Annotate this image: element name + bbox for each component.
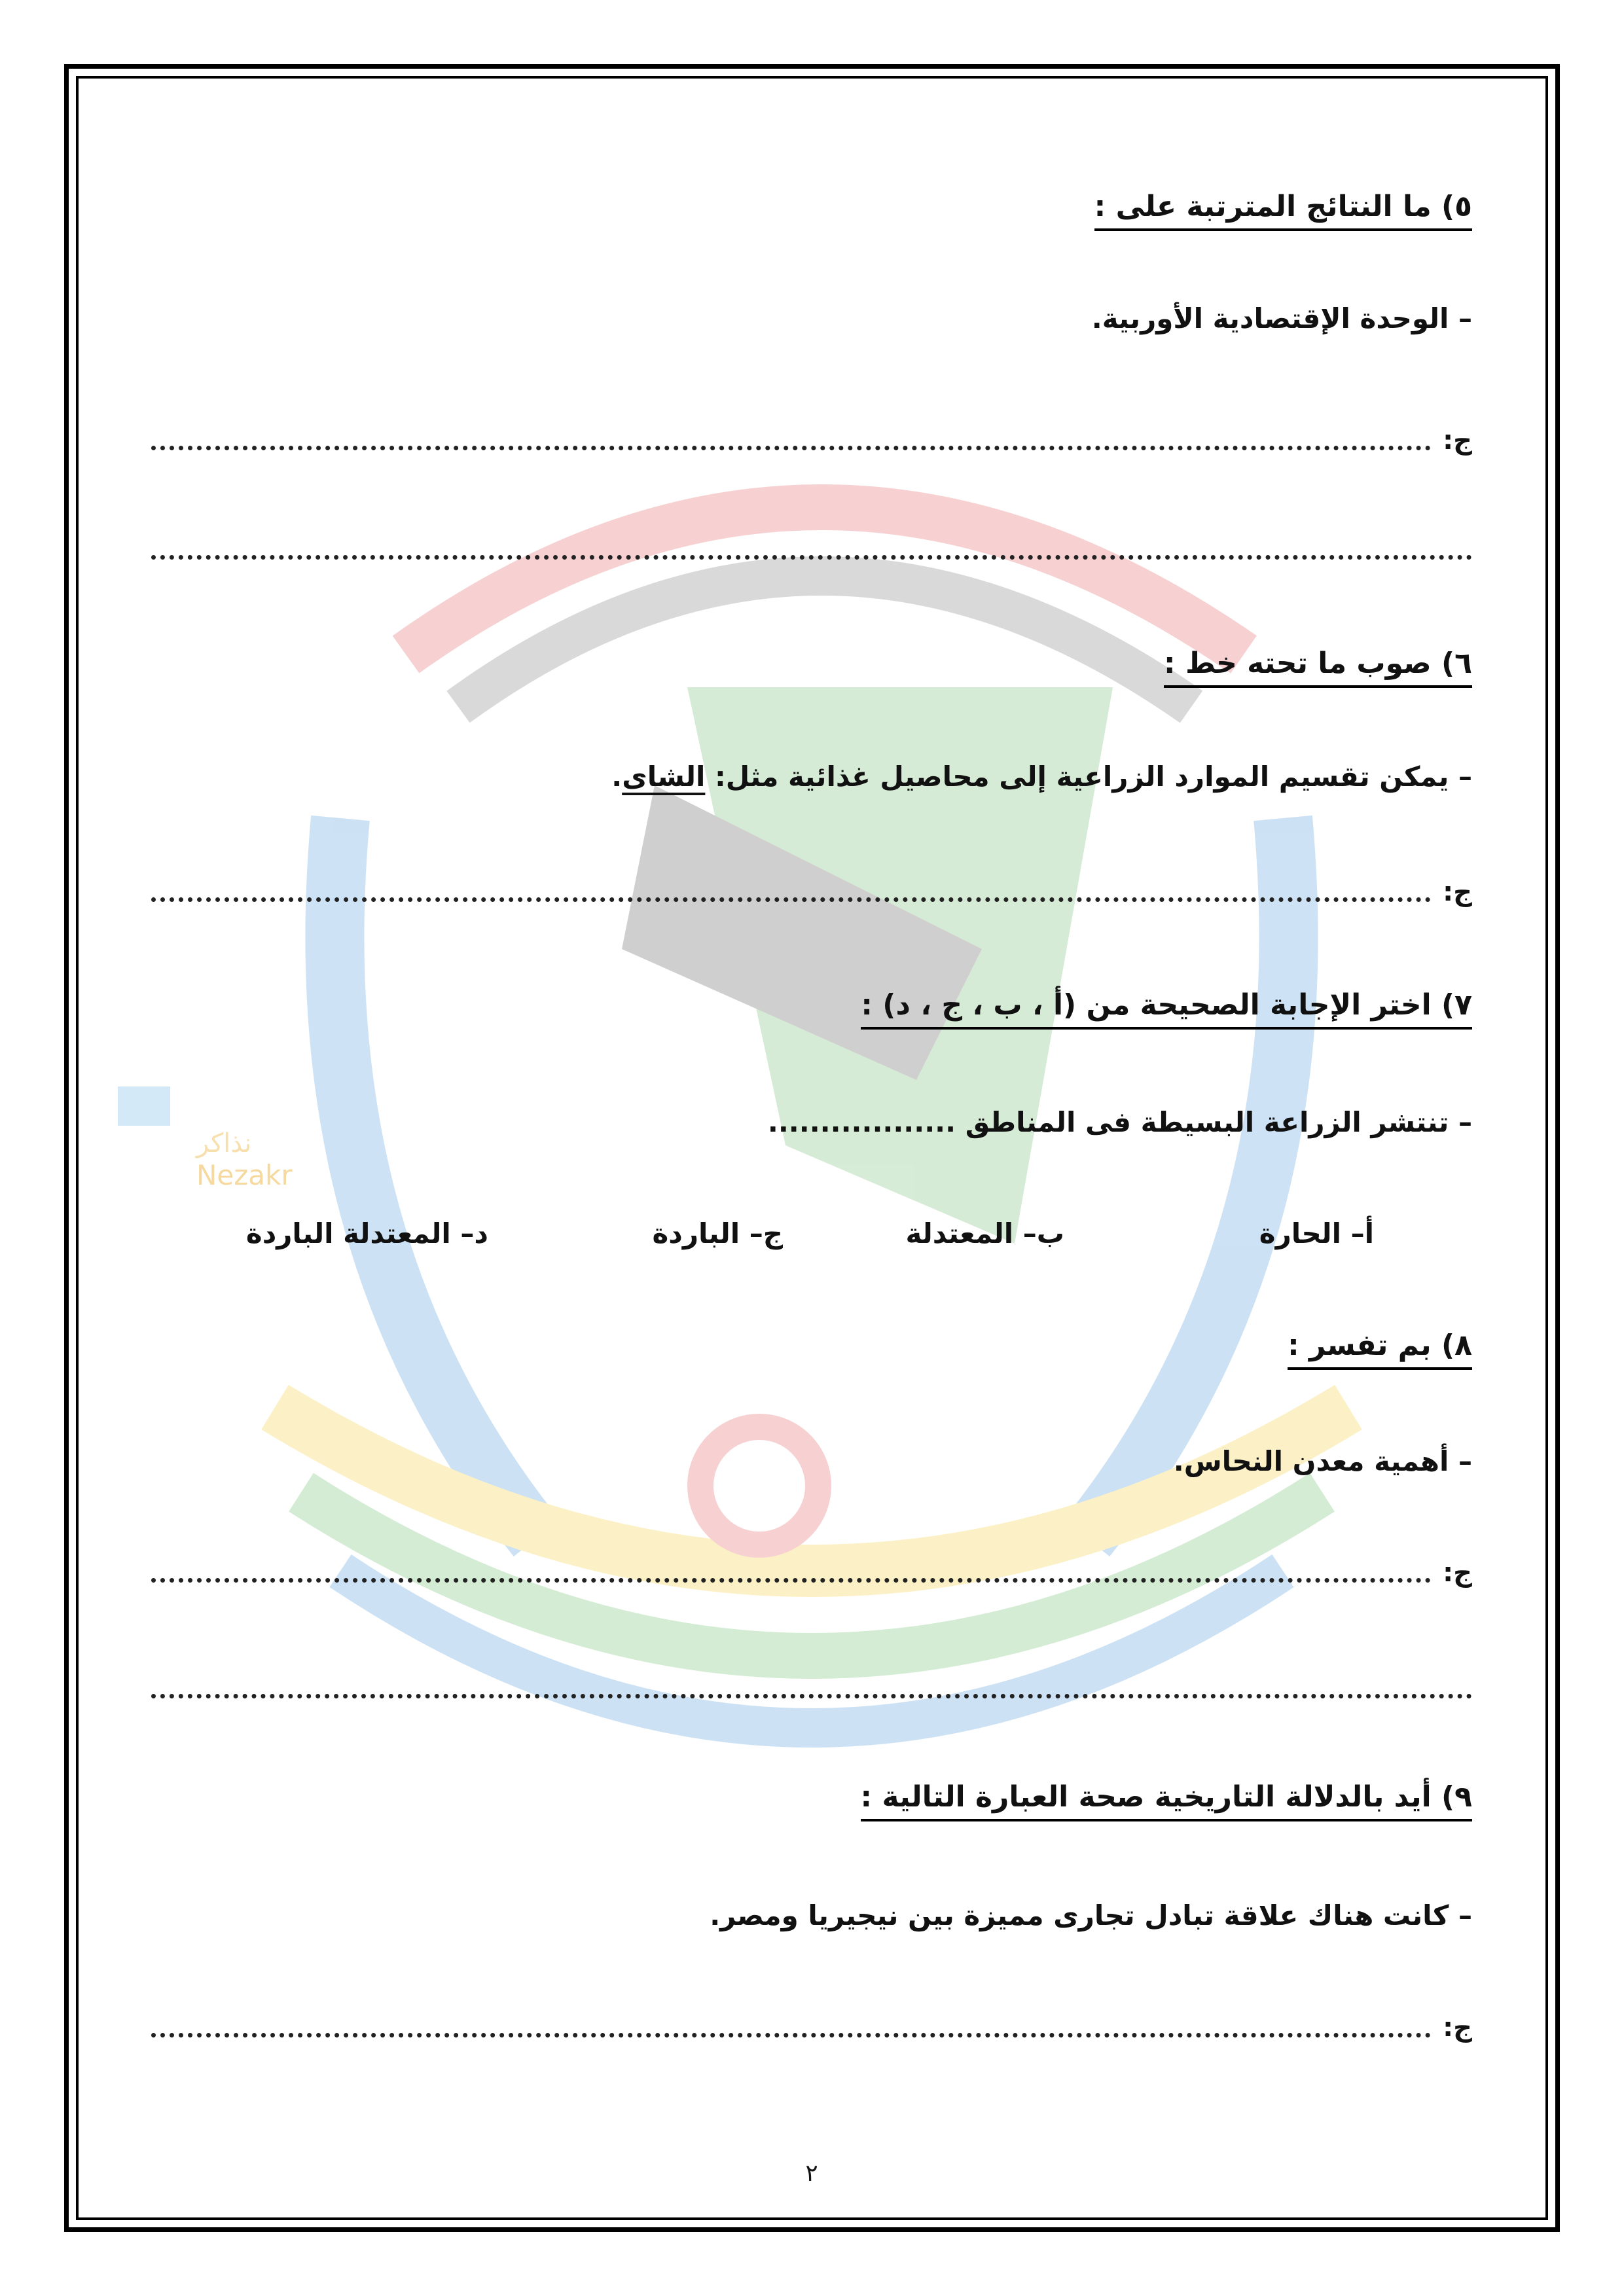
q7-option-c[interactable]: ج– الباردة — [652, 1217, 783, 1249]
q9-heading: ٩) أيد بالدلالة التاريخية صحة العبارة التالية : — [861, 1780, 1472, 1821]
q7-option-a[interactable]: أ– الحارة — [1259, 1217, 1374, 1249]
watermark-text: Nezakr — [196, 1159, 293, 1191]
q5-answer-line-2[interactable] — [151, 555, 1472, 560]
page-number: ٢ — [805, 2160, 818, 2187]
answer-label: ج: — [1443, 2013, 1472, 2043]
q7-heading: ٧) اختر الإجابة الصحيحة من (أ ، ب ، ج ، د) : — [861, 988, 1472, 1030]
dotted-line — [151, 1577, 1431, 1583]
q5-answer-line[interactable] — [151, 425, 1472, 456]
q8-statement: – أهمية معدن النحاس. — [1173, 1445, 1472, 1477]
q8-answer-line[interactable] — [151, 1558, 1472, 1588]
watermark-text-ar: نذاكر — [196, 1128, 252, 1158]
q6-underlined-word: الشاى — [622, 761, 706, 793]
q8-heading: ٨) بم تفسر : — [1288, 1329, 1472, 1370]
answer-label: ج: — [1443, 877, 1472, 907]
q6-answer-line[interactable] — [151, 877, 1472, 907]
q8-answer-line-2[interactable] — [151, 1694, 1472, 1698]
q7-option-d[interactable]: د– المعتدلة الباردة — [245, 1217, 488, 1249]
q6-statement-suffix: . — [611, 761, 623, 793]
dotted-line — [151, 445, 1431, 450]
q5-statement: – الوحدة الإقتصادية الأوربية. — [1091, 302, 1472, 334]
q9-statement: – كانت هناك علاقة تبادل تجارى مميزة بين نيجيريا ومصر. — [710, 1899, 1472, 1931]
q7-option-b[interactable]: ب– المعتدلة — [905, 1217, 1064, 1249]
answer-label: ج: — [1443, 425, 1472, 456]
dotted-line — [151, 2032, 1431, 2037]
answer-label: ج: — [1443, 1558, 1472, 1588]
q6-statement — [611, 761, 1472, 793]
q6-statement-prefix: – يمكن تقسيم الموارد الزراعية إلى محاصيل غذائية مثل: — [705, 761, 1472, 793]
q7-statement: – تنتشر الزراعة البسيطة فى المناطق .................. — [767, 1106, 1472, 1138]
q5-heading: ٥) ما النتائج المترتبة على : — [1094, 190, 1472, 231]
q6-heading: ٦) صوب ما تحته خط : — [1164, 647, 1472, 688]
dotted-line — [151, 897, 1431, 902]
q9-answer-line[interactable] — [151, 2013, 1472, 2043]
